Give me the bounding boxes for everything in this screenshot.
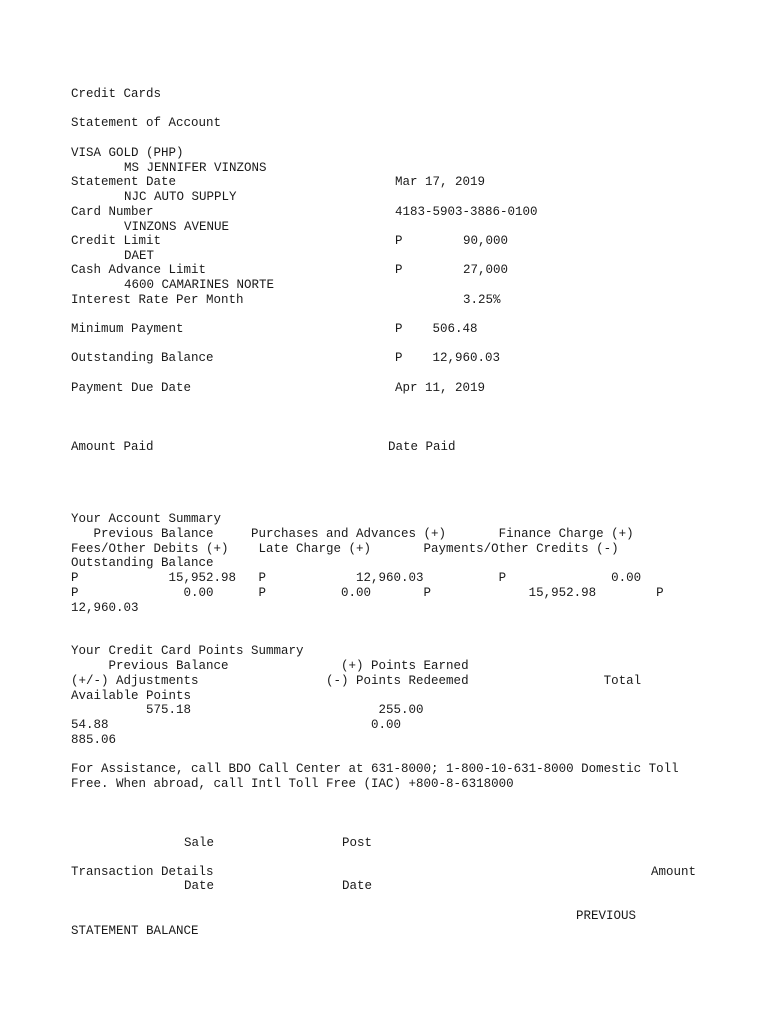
amount-paid-label: Amount Paid	[71, 440, 154, 454]
amount-header: Amount	[651, 865, 697, 879]
account-summary-header-3: Outstanding Balance	[71, 556, 214, 570]
customer-postal: 4600 CAMARINES NORTE	[124, 278, 275, 292]
points-summary-values-2: 54.88 0.00	[71, 718, 402, 732]
points-summary-header-3: Available Points	[71, 689, 192, 703]
points-summary-values-3: 885.06	[71, 733, 117, 747]
points-summary-title: Your Credit Card Points Summary	[71, 644, 304, 658]
outstanding-balance-value: P 12,960.03	[395, 351, 501, 365]
interest-rate-value: 3.25%	[463, 293, 501, 307]
due-date-value: Apr 11, 2019	[395, 381, 486, 395]
cash-advance-value: 27,000	[463, 263, 509, 277]
transaction-details-header: Transaction Details	[71, 865, 214, 879]
page-title: Credit Cards	[71, 87, 162, 101]
account-summary-values-1: P 15,952.98 P 12,960.03 P 0.00	[71, 571, 642, 585]
points-summary-header-1: Previous Balance (+) Points Earned	[71, 659, 469, 673]
post-date-header: Post	[342, 836, 373, 850]
account-summary-values-3: 12,960.03	[71, 601, 139, 615]
card-type: VISA GOLD (PHP)	[71, 146, 184, 160]
cash-advance-currency: P	[395, 263, 403, 277]
assistance-line-1: For Assistance, call BDO Call Center at 631-8000; 1-800-10-631-8000 Domestic Toll	[71, 762, 679, 776]
minimum-payment-value: P 506.48	[395, 322, 478, 336]
assistance-line-2: Free. When abroad, call Intl Toll Free (IAC) +800-8-6318000	[71, 777, 514, 791]
credit-limit-currency: P	[395, 234, 403, 248]
cash-advance-label: Cash Advance Limit	[71, 263, 207, 277]
statement-subtitle: Statement of Account	[71, 116, 222, 130]
post-date-subheader: Date	[342, 879, 373, 893]
credit-limit-value: 90,000	[463, 234, 509, 248]
statement-date-value: Mar 17, 2019	[395, 175, 486, 189]
points-summary-header-2: (+/-) Adjustments (-) Points Redeemed Total	[71, 674, 642, 688]
statement-date-label: Statement Date	[71, 175, 177, 189]
due-date-label: Payment Due Date	[71, 381, 192, 395]
outstanding-balance-label: Outstanding Balance	[71, 351, 214, 365]
sale-date-header: Sale	[184, 836, 215, 850]
date-paid-label: Date Paid	[388, 440, 456, 454]
points-summary-values-1: 575.18 255.00	[71, 703, 424, 717]
account-summary-header-1: Previous Balance Purchases and Advances (+) Finance Charge (+)	[71, 527, 634, 541]
sale-date-subheader: Date	[184, 879, 215, 893]
account-summary-title: Your Account Summary	[71, 512, 222, 526]
customer-street: VINZONS AVENUE	[124, 220, 230, 234]
card-number-value: 4183-5903-3886-0100	[395, 205, 538, 219]
interest-rate-label: Interest Rate Per Month	[71, 293, 244, 307]
minimum-payment-label: Minimum Payment	[71, 322, 184, 336]
customer-city: DAET	[124, 249, 155, 263]
credit-limit-label: Credit Limit	[71, 234, 162, 248]
customer-company: NJC AUTO SUPPLY	[124, 190, 237, 204]
statement-balance-label: STATEMENT BALANCE	[71, 924, 199, 938]
account-summary-header-2: Fees/Other Debits (+) Late Charge (+) Payments/Other Credits (-)	[71, 542, 619, 556]
previous-label: PREVIOUS	[576, 909, 637, 923]
account-summary-values-2: P 0.00 P 0.00 P 15,952.98 P	[71, 586, 664, 600]
card-number-label: Card Number	[71, 205, 154, 219]
customer-name: MS JENNIFER VINZONS	[124, 161, 267, 175]
